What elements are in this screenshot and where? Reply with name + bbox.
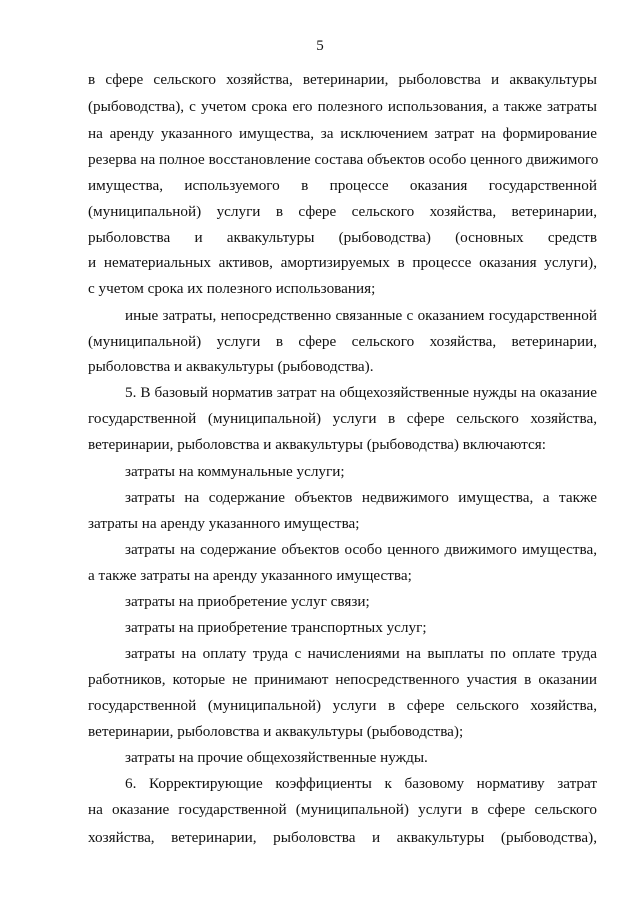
text-line: затраты на приобретение услуг связи; bbox=[125, 593, 370, 610]
text-line: рыболовства и аквакультуры (рыбоводства) (основных средств bbox=[88, 229, 597, 246]
text-line: на оказание государственной (муниципальной) услуги в сфере сельского bbox=[88, 801, 597, 818]
text-line: в сфере сельского хозяйства, ветеринарии, рыболовства и аквакультуры bbox=[88, 71, 597, 88]
text-line: затраты на оплату труда с начислениями на выплаты по оплате труда bbox=[125, 645, 597, 662]
text-line: рыболовства и аквакультуры (рыбоводства). bbox=[88, 358, 374, 375]
text-line: затраты на содержание объектов недвижимого имущества, а также bbox=[125, 489, 597, 506]
text-line: затраты на приобретение транспортных услуг; bbox=[125, 619, 427, 636]
text-line: государственной (муниципальной) услуги в сфере сельского хозяйства, bbox=[88, 410, 597, 427]
text-line: государственной (муниципальной) услуги в сфере сельского хозяйства, bbox=[88, 697, 597, 714]
text-line: 5. В базовый норматив затрат на общехозяйственные нужды на оказание bbox=[125, 384, 597, 401]
text-line: работников, которые не принимают непосредственного участия в оказании bbox=[88, 671, 597, 688]
text-line: иные затраты, непосредственно связанные с оказанием государственной bbox=[125, 307, 597, 324]
page-number: 5 bbox=[316, 38, 324, 54]
text-line: имущества, используемого в процессе оказания государственной bbox=[88, 177, 597, 194]
text-line: резерва на полное восстановление состава объектов особо ценного движимого bbox=[88, 151, 599, 168]
text-line: затраты на аренду указанного имущества; bbox=[88, 515, 360, 532]
text-line: на аренду указанного имущества, за исключением затрат на формирование bbox=[88, 125, 597, 142]
text-line: (рыбоводства), с учетом срока его полезного использования, а также затраты bbox=[88, 98, 597, 115]
text-line: и нематериальных активов, амортизируемых в процессе оказания услуги), bbox=[88, 254, 597, 271]
text-line: ветеринарии, рыболовства и аквакультуры (рыбоводства); bbox=[88, 723, 464, 740]
text-line: (муниципальной) услуги в сфере сельского хозяйства, ветеринарии, bbox=[88, 333, 597, 350]
text-line: затраты на содержание объектов особо ценного движимого имущества, bbox=[125, 541, 597, 558]
text-line: с учетом срока их полезного использования; bbox=[88, 280, 376, 297]
text-line: затраты на коммунальные услуги; bbox=[125, 463, 345, 480]
text-line: а также затраты на аренду указанного имущества; bbox=[88, 567, 412, 584]
text-line: (муниципальной) услуги в сфере сельского хозяйства, ветеринарии, bbox=[88, 203, 597, 220]
text-line: ветеринарии, рыболовства и аквакультуры (рыбоводства) включаются: bbox=[88, 436, 546, 453]
text-line: 6. Корректирующие коэффициенты к базовому нормативу затрат bbox=[125, 775, 597, 792]
text-line: хозяйства, ветеринарии, рыболовства и аквакультуры (рыбоводства), bbox=[88, 829, 597, 846]
text-line: затраты на прочие общехозяйственные нужды. bbox=[125, 749, 428, 766]
